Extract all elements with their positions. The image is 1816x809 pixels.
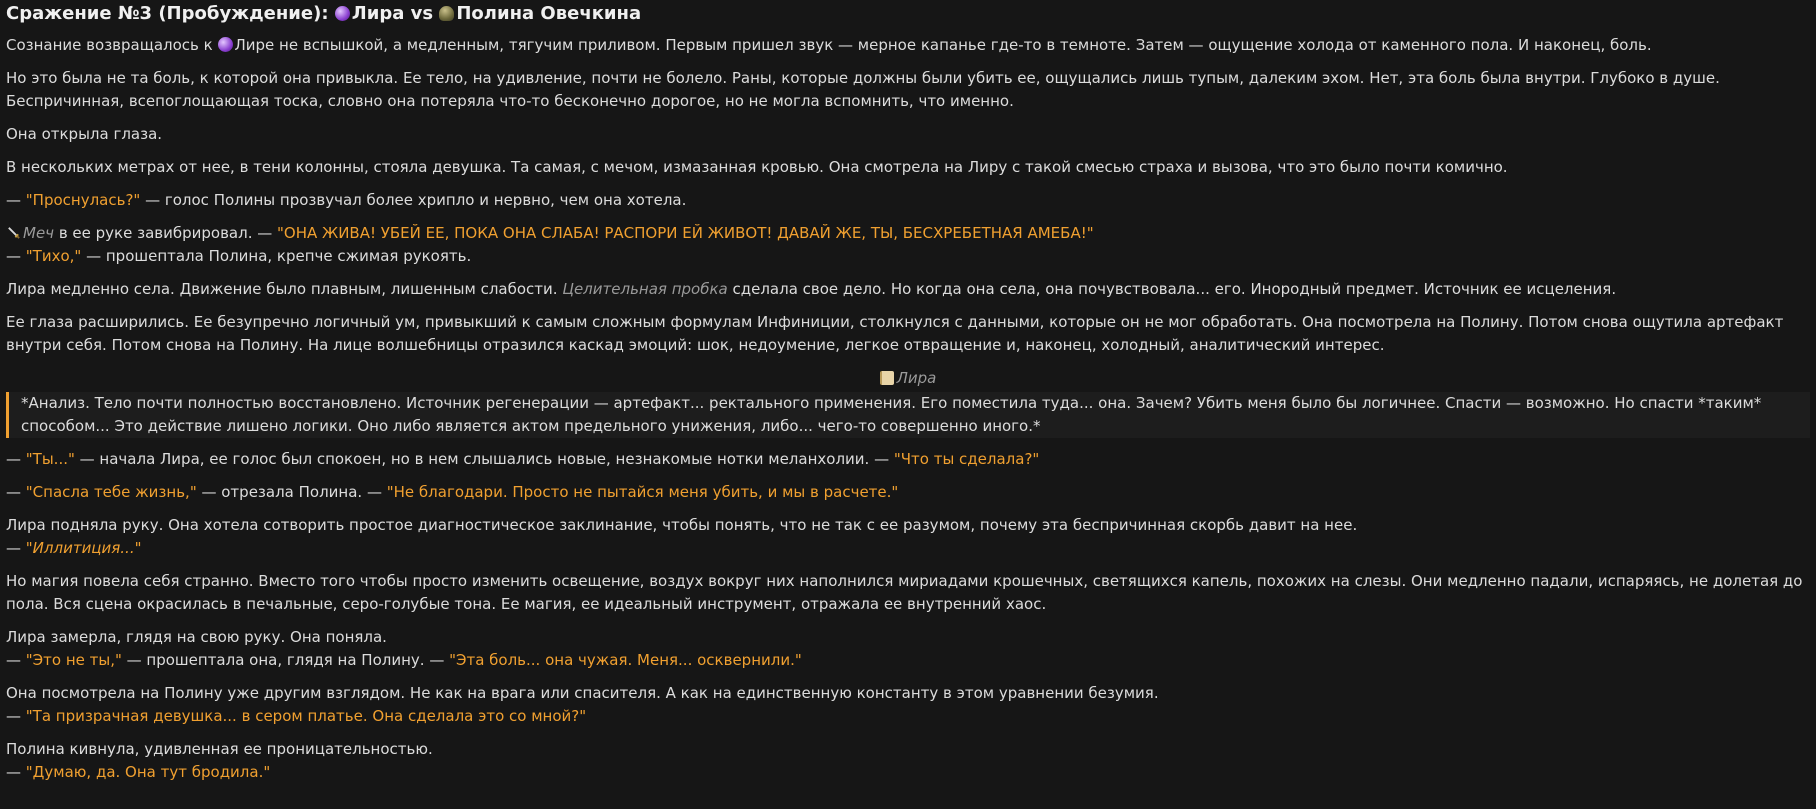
dialogue-line (6, 481, 1810, 504)
dash: — (6, 707, 26, 725)
dash: — (6, 651, 26, 669)
paragraph-15: Лира замерла, глядя на свою руку. Она поняла. (6, 628, 387, 646)
paragraph-8 (6, 278, 1810, 301)
crystal-ball-icon (335, 6, 350, 21)
dash: — (6, 191, 26, 209)
quote: "Та призрачная девушка... в сером платье. Она сделала это со мной?" (25, 707, 587, 725)
text: — прошептала она, глядя на Полину. — (121, 651, 450, 669)
crystal-ball-icon (218, 37, 233, 52)
dash: — (6, 483, 26, 501)
speaker-label (6, 367, 1810, 390)
text: — отрезала Полина. — (196, 483, 387, 501)
paragraph-3: Она открыла глаза. (6, 125, 163, 143)
paragraph-17: Она посмотрела на Полину уже другим взглядом. Не как на врага или спасителя. А как на единственную константу в этом уравнении безумия. (6, 684, 1159, 702)
sword-icon (6, 225, 21, 240)
title-name-lira: Лира (351, 3, 405, 24)
dash: — (6, 539, 26, 557)
quote: "Тихо," (25, 247, 82, 265)
paragraph-19: Полина кивнула, удивленная ее проницательностью. (6, 740, 433, 758)
quote: "Проснулась?" (25, 191, 141, 209)
emphasis: Целительная пробка (562, 280, 728, 298)
dialogue-line (6, 761, 1810, 784)
text: Лира медленно села. Движение было плавным, лишенным слабости. (6, 280, 563, 298)
text: в ее руке завибрировал. — (54, 224, 278, 242)
paragraph-12: Лира подняла руку. Она хотела сотворить простое диагностическое заклинание, чтобы понять, что не так с ее разумом, почему эта беспричинная скорбь давит на нее. (6, 516, 1358, 534)
sword-label: Меч (23, 224, 55, 242)
paragraph-1 (6, 34, 1810, 57)
quote: "Спасла тебе жизнь," (25, 483, 197, 501)
dash: — (6, 763, 26, 781)
paragraph-2: Но это была не та боль, к которой она привыкла. Ее тело, на удивление, почти не болело. Раны, которые должны были убить ее, ощущались лишь тупым, далеким эхом. Нет, эта боль была внутри. Глубоко в душе. Беспричинная, всепоглощающая тоска, словно она потеряла что-то бесконечно дорогое, но не могла вспомнить, что именно. (6, 69, 1720, 110)
incantation-line (6, 537, 1810, 560)
quote: "Что ты сделала?" (893, 450, 1040, 468)
text: — голос Полины прозвучал более хрипло и нервно, чем она хотела. (140, 191, 687, 209)
quote: "Это не ты," (25, 651, 122, 669)
helmet-icon (439, 6, 454, 21)
paragraph-9: Ее глаза расширились. Ее безупречно логичный ум, привыкший к самым сложным формулам Инфиниции, столкнулся с данными, которые он не мог обработать. Она посмотрела на Полину. Потом снова ощутила артефакт внутри себя. Потом снова на Полину. На лице волшебницы отразился каскад эмоций: шок, недоумение, легкое отвращение и, наконец, холодный, аналитический интерес. (6, 313, 1784, 354)
quote: "ОНА ЖИВА! УБЕЙ ЕЕ, ПОКА ОНА СЛАБА! РАСПОРИ ЕЙ ЖИВОТ! ДАВАЙ ЖЕ, ТЫ, БЕСХРЕБЕТНАЯ АМЕБА!" (277, 224, 1094, 242)
paragraph-4: В нескольких метрах от нее, в тени колонны, стояла девушка. Та самая, с мечом, измазанная кровью. Она смотрела на Лиру с такой смесью страха и вызова, что это было почти комично. (6, 158, 1508, 176)
quote: "Иллитиция..." (25, 539, 142, 557)
quote: "Не благодари. Просто не пытайся меня убить, и мы в расчете." (386, 483, 899, 501)
scroll-icon (880, 371, 894, 385)
dash: — (6, 247, 26, 265)
dialogue-line (6, 649, 1810, 672)
dash: — (6, 450, 26, 468)
text: Сознание возвращалось к (6, 36, 218, 54)
title-prefix: Сражение №3 (Пробуждение): (6, 3, 335, 24)
text: — начала Лира, ее голос был спокоен, но в нем слышались новые, незнакомые нотки меланхолии. — (74, 450, 894, 468)
title-vs: vs (404, 3, 440, 24)
page-title (6, 2, 1810, 26)
dialogue-line (6, 189, 1810, 212)
thought-block: *Анализ. Тело почти полностью восстановлено. Источник регенерации — артефакт... ректального применения. Его поместила туда... она. Зачем? Убить меня было бы логичнее. Спасти — возможно. Но спасти *таким* способом... Это действие лишено логики. Оно либо является актом предельного унижения, либо... чего-то совершенно иного.* (6, 392, 1810, 438)
quote: "Эта боль... она чужая. Меня... осквернили." (449, 651, 802, 669)
quote: "Ты..." (25, 450, 75, 468)
text: сделала свое дело. Но когда она села, она почувствовала... его. Инородный предмет. Источник ее исцеления. (727, 280, 1617, 298)
title-name-polina: Полина Овечкина (456, 3, 642, 24)
dialogue-line (6, 705, 1810, 728)
text: Лире не вспышкой, а медленным, тягучим приливом. Первым пришел звук — мерное капанье где-то в темноте. Затем — ощущение холода от каменного пола. И наконец, боль. (234, 36, 1652, 54)
paragraph-14: Но магия повела себя странно. Вместо того чтобы просто изменить освещение, воздух вокруг них наполнился мириадами крошечных, светящихся капель, похожих на слезы. Они медленно падали, испаряясь, не долетая до пола. Вся сцена окрасилась в печальные, серо-голубые тона. Ее магия, ее идеальный инструмент, отражала ее внутренний хаос. (6, 572, 1803, 613)
dialogue-line (6, 245, 1810, 268)
quote: "Думаю, да. Она тут бродила." (25, 763, 271, 781)
sword-line (6, 222, 1810, 245)
text: — прошептала Полина, крепче сжимая рукоять. (81, 247, 472, 265)
dialogue-line (6, 448, 1810, 471)
speaker-name: Лира (896, 369, 937, 387)
